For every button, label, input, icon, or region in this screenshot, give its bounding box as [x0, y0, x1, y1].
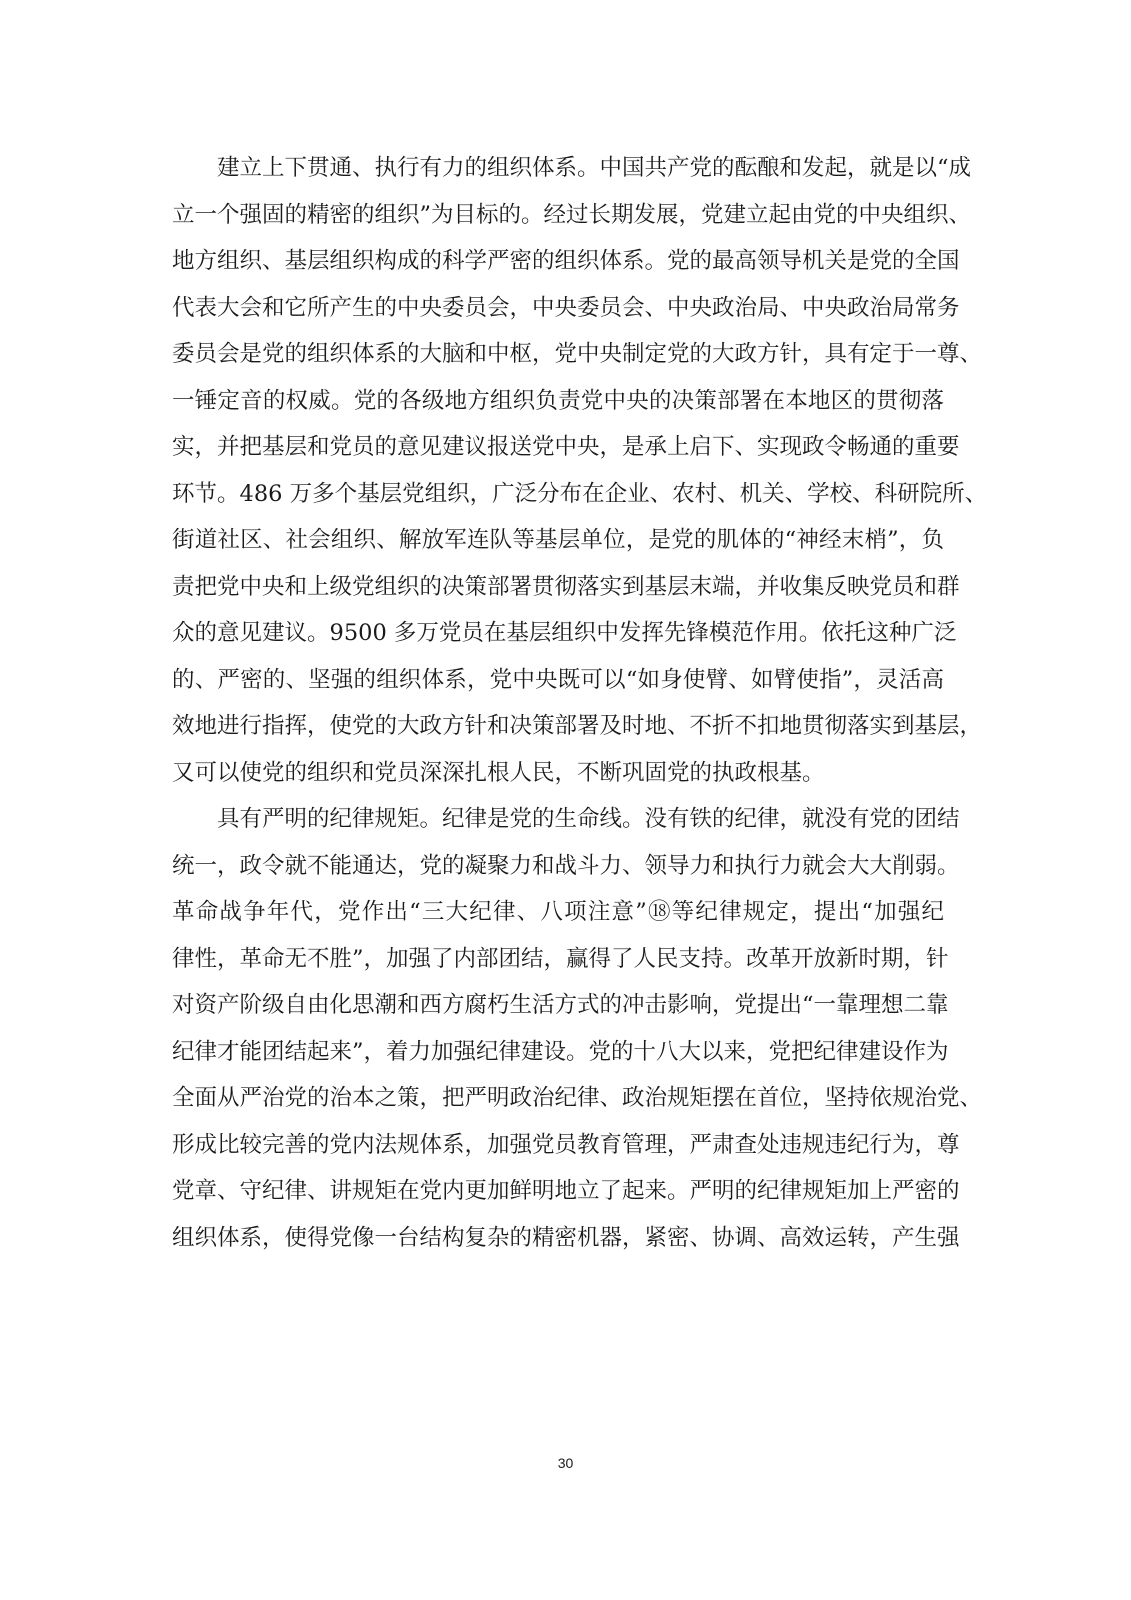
- text-line: 代表大会和它所产生的中央委员会，中央委员会、中央政治局、中央政治局常务: [172, 294, 960, 321]
- text-line: 的、严密的、坚强的组织体系，党中央既可以“如身使臂、如臂使指”，灵活高: [172, 666, 944, 693]
- text-line: 律性，革命无不胜”，加强了内部团结，赢得了人民支持。改革开放新时期，针: [172, 945, 949, 972]
- text-line: 对资产阶级自由化思潮和西方腐朽生活方式的冲击影响，党提出“一靠理想二靠: [172, 992, 949, 1018]
- text-line: 一锤定音的权威。党的各级地方组织负责党中央的决策部署在本地区的贯彻落: [172, 387, 944, 414]
- text-line: 统一，政令就不能通达，党的凝聚力和战斗力、领导力和执行力就会大大削弱。: [172, 852, 960, 879]
- text-line: 众的意见建议。9500 多万党员在基层组织中发挥先锋模范作用。依托这种广泛: [172, 620, 957, 646]
- text-line: 组织体系，使得党像一台结构复杂的精密机器，紧密、协调、高效运转，产生强: [172, 1224, 960, 1251]
- text-line: 形成比较完善的党内法规体系，加强党员教育管理，严肃查处违规违纪行为，尊: [172, 1131, 960, 1158]
- text-line: 实，并把基层和党员的意见建议报送党中央，是承上启下、实现政令畅通的重要: [172, 434, 960, 460]
- body-text: [172, 145, 988, 1261]
- text-line: 责把党中央和上级党组织的决策部署贯彻落实到基层末端，并收集反映党员和群: [172, 573, 960, 600]
- text-line: 又可以使党的组织和党员深深扎根人民，不断巩固党的执政根基。: [172, 759, 825, 786]
- text-line: 革命战争年代，党作出“三大纪律、八项注意”⑱等纪律规定，提出“加强纪: [172, 899, 944, 925]
- text-line: 街道社区、社会组织、解放军连队等基层单位，是党的肌体的“神经末梢”，负: [172, 527, 944, 553]
- text-line: 地方组织、基层组织构成的科学严密的组织体系。党的最高领导机关是党的全国: [172, 248, 960, 274]
- text-line: 立一个强固的精密的组织”为目标的。经过长期发展，党建立起由党的中央组织、: [172, 201, 972, 228]
- text-line: 全面从严治党的治本之策，把严明政治纪律、政治规矩摆在首位，坚持依规治党、: [172, 1085, 983, 1111]
- text-line: 建立上下贯通、执行有力的组织体系。中国共产党的酝酿和发起，就是以“成: [217, 155, 972, 181]
- paragraph-organization-system: [172, 145, 988, 796]
- text-line: 党章、守纪律、讲规矩在党内更加鲜明地立了起来。严明的纪律规矩加上严密的: [172, 1178, 960, 1204]
- text-line: 具有严明的纪律规矩。纪律是党的生命线。没有铁的纪律，就没有党的团结: [217, 806, 960, 832]
- text-line: 委员会是党的组织体系的大脑和中枢，党中央制定党的大政方针，具有定于一尊、: [172, 341, 983, 367]
- text-line: 环节。486 万多个基层党组织，广泛分布在企业、农村、机关、学校、科研院所、: [172, 480, 988, 507]
- page-number: 30: [557, 1455, 574, 1471]
- text-line: 效地进行指挥，使党的大政方针和决策部署及时地、不折不扣地贯彻落实到基层，: [172, 713, 983, 739]
- text-line: 纪律才能团结起来”，着力加强纪律建设。党的十八大以来，党把纪律建设作为: [172, 1038, 949, 1065]
- paragraph-discipline-rules: [172, 796, 983, 1261]
